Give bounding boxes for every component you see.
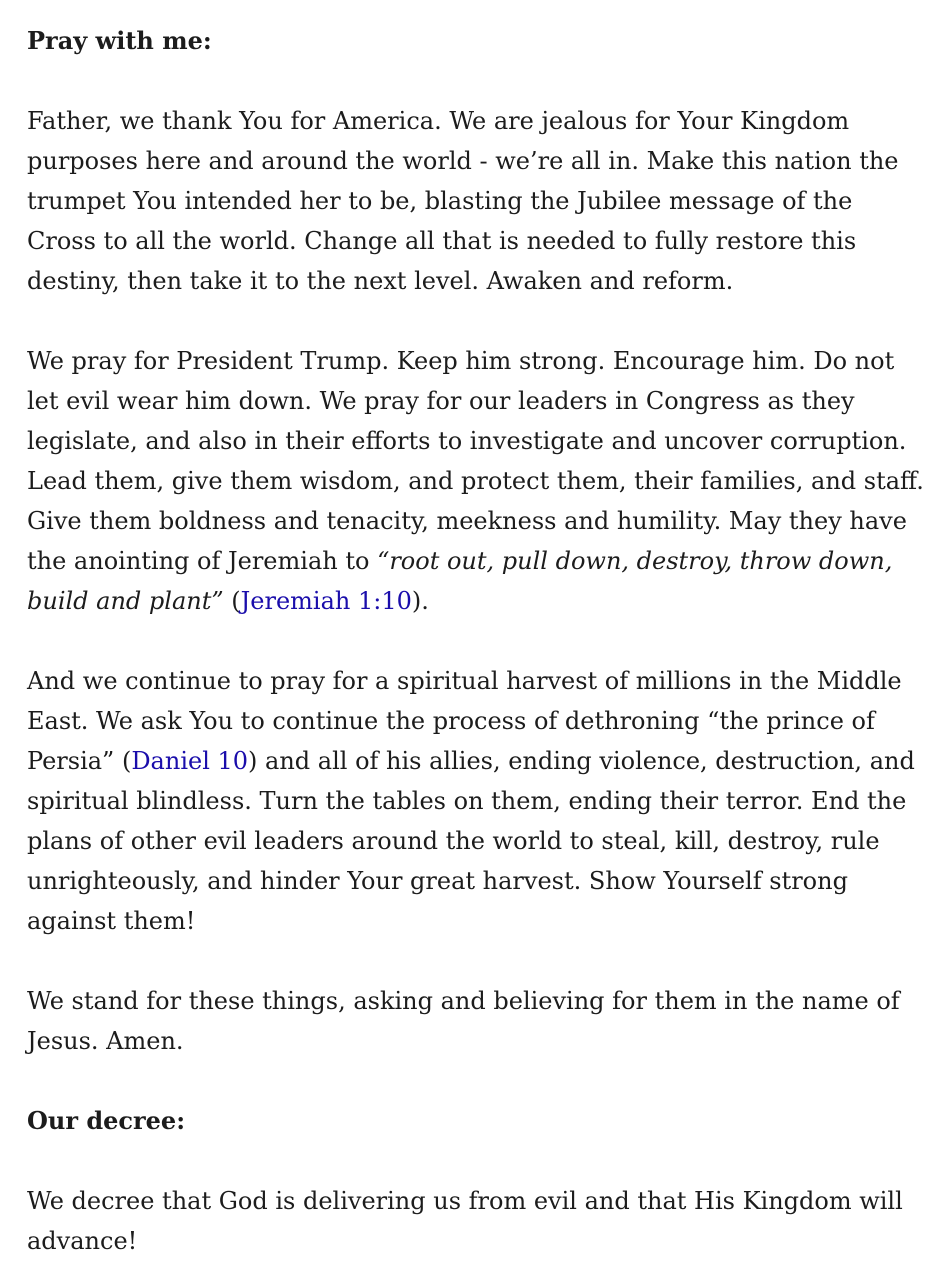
pray-heading: Pray with me:: [27, 26, 212, 55]
decree-paragraph: We decree that God is delivering us from evil and that His Kingdom will advance!: [27, 1187, 903, 1255]
jeremiah-quote: “root out, pull down, destroy, throw down, build and plant”: [27, 547, 893, 615]
middle-east-text-before: And we continue to pray for a spiritual harvest of millions in the Middle East. We ask You to continue the process of dethroning “the prince of Persia” (: [27, 667, 902, 775]
middle-east-text-after: ) and all of his allies, ending violence, destruction, and spiritual blindless. Turn the tables on them, ending their terror. End the plans of other evil leaders around the world to steal, kill, destroy, rule unrighteously, and hinder Your great harvest. Show Yourself strong against them!: [27, 747, 915, 935]
decree-heading: Our decree:: [27, 1106, 186, 1135]
prayer-paragraph-america: Father, we thank You for America. We are jealous for Your Kingdom purposes here and around the world - we’re all in. Make this nation the trumpet You intended her to be, blasting the Jubilee message of the Cross to all the world. Change all that is needed to fully restore this destiny, then take it to the next level. Awaken and reform.: [27, 107, 899, 295]
jeremiah-link[interactable]: Jeremiah 1:10: [240, 587, 412, 615]
prayer-paragraph-leaders: [27, 341, 927, 621]
ref-open: (: [223, 587, 241, 615]
prayer-paragraph-middle-east: [27, 661, 927, 941]
prayer-paragraph-amen: We stand for these things, asking and believing for them in the name of Jesus. Amen.: [27, 987, 900, 1055]
leaders-text: We pray for President Trump. Keep him strong. Encourage him. Do not let evil wear him down. We pray for our leaders in Congress as they legislate, and also in their efforts to investigate and uncover corruption. Lead them, give them wisdom, and protect them, their families, and staff. Give them boldness and tenacity, meekness and humility. May they have the anointing of Jeremiah to: [27, 347, 924, 575]
daniel-link[interactable]: Daniel 10: [131, 747, 249, 775]
ref-close: ).: [411, 587, 429, 615]
